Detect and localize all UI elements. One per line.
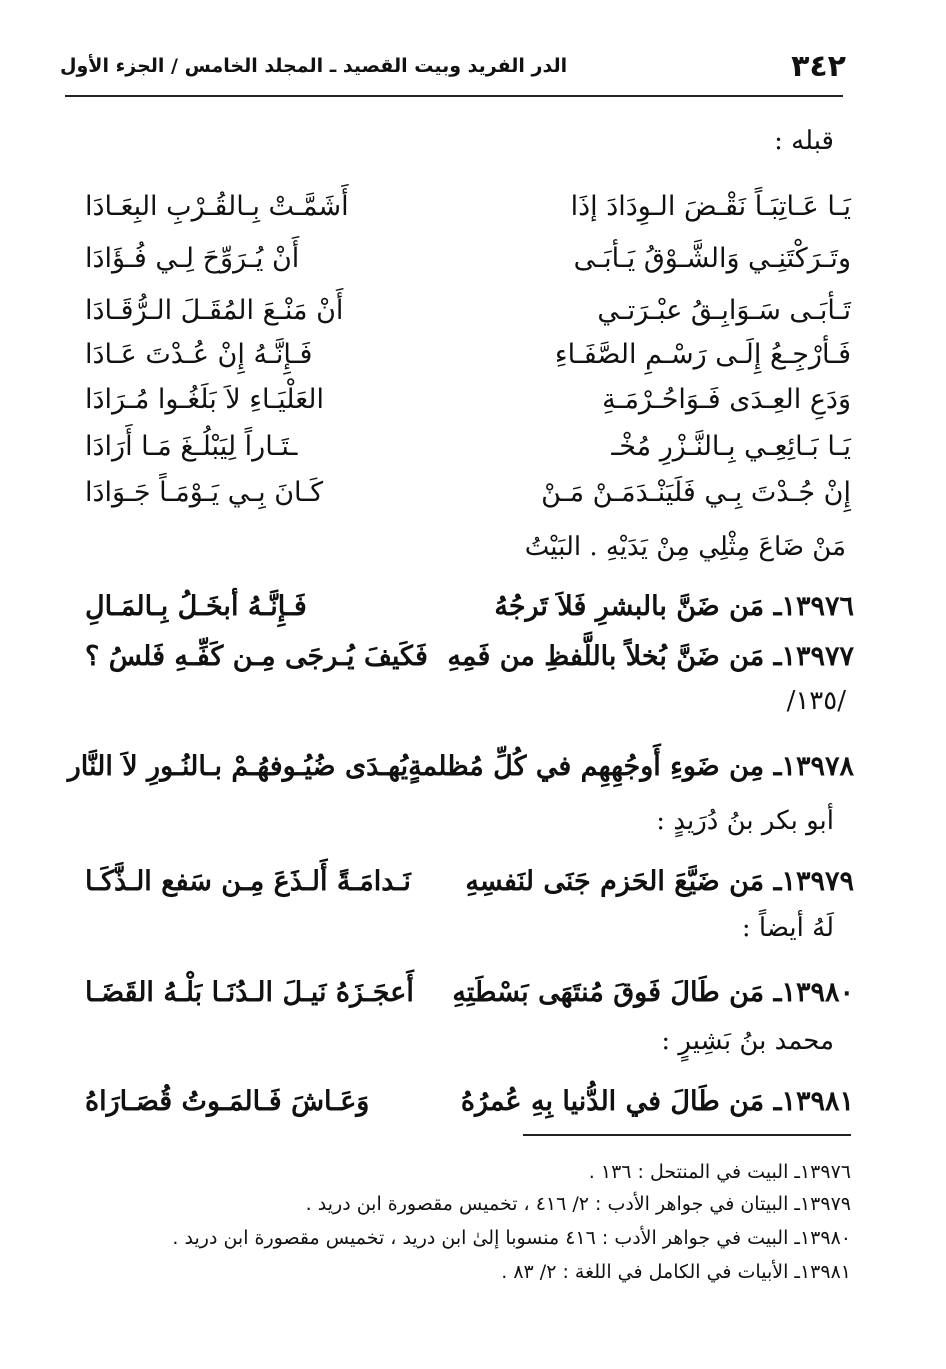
second-hemistich: نَـدامَـةً أَلـذَعَ مِـن سَفع الـذَّكَـا xyxy=(85,865,411,897)
page-header xyxy=(60,40,846,92)
verse-number: ١٣٩٧٧ـ xyxy=(773,640,854,672)
verse-number: ١٣٩٧٨ـ xyxy=(773,750,854,782)
first-hemistich xyxy=(447,641,854,672)
first-hemistich-text: مَن ضَيَّعَ الحَزم جَنَى لنَفسِهِ xyxy=(465,865,765,897)
numbered-verse xyxy=(85,1075,854,1127)
first-hemistich-text: مِن ضَوءِ أَوجُهِهِم في كُلِّ مُظلمةٍ xyxy=(408,750,765,782)
verse-number: ١٣٩٨٠ـ xyxy=(773,976,854,1008)
reference-marker: /١٣٥/ xyxy=(786,686,846,716)
numbered-verse xyxy=(85,630,854,682)
first-hemistich-text: مَن ضَنَّ بالبشرِ فَلاَ تَرجُهُ xyxy=(494,590,765,622)
poem-line xyxy=(85,232,851,284)
first-hemistich xyxy=(408,751,854,782)
first-hemistich xyxy=(465,866,854,897)
footnote: ١٣٩٧٩ـ البيتان في جواهر الأدب : ٢/ ٤١٦ ، تخميس مقصورة ابن دريد . xyxy=(305,1193,851,1215)
attribution: أبو بكر بنُ دُرَيدٍ : xyxy=(656,806,834,836)
first-hemistich: إِنْ جُـدْتَ بِـي فَلَيَنْـدَمَـنْ مَـنْ xyxy=(541,476,851,508)
poem-line xyxy=(85,420,851,472)
first-hemistich-text: مَن طَالَ في الدُّنيا بِهِ عُمرُهُ xyxy=(460,1085,765,1117)
first-hemistich: وتَـرَكْتَنِـي وَالشَّـوْقُ يَـأبَـى xyxy=(573,242,851,274)
footnote: ١٣٩٨٠ـ البيت في جواهر الأدب : ٤١٦ منسوبا إلىٰ ابن دريد ، تخميس مقصورة ابن دريد . xyxy=(172,1227,851,1249)
second-hemistich: العَلْيَـاءِ لاَ بَلَغُـوا مُـرَادَا xyxy=(85,383,324,415)
page-number: ٣٤٢ xyxy=(791,48,846,84)
first-hemistich-text: مَن طَالَ فَوقَ مُنتَهَى بَسْطَتِهِ xyxy=(452,976,765,1008)
second-hemistich: أَشَمَّـتْ بِـالقُـرْبِ البِعَـادَا xyxy=(85,190,349,222)
poem-line xyxy=(85,466,851,518)
second-hemistich: أَنْ مَنْـعَ المُقَـلَ الـرُّقَـادَا xyxy=(85,294,344,326)
first-hemistich xyxy=(452,977,854,1008)
numbered-verse xyxy=(85,855,854,907)
second-hemistich: ـتَـاراً لِيَبْلُـغَ مَـا أَرَادَا xyxy=(85,430,298,462)
poem-line xyxy=(85,180,851,232)
attribution: لَهُ أيضاً : xyxy=(741,913,834,943)
poem-tail-text: مَنْ ضَاعَ مِثْلِي مِنْ يَدَيْهِ . البَيْتُ xyxy=(524,532,846,562)
second-hemistich: فَـإِنَّـهُ إِنْ عُـدْتَ عَـادَا xyxy=(85,338,313,370)
numbered-verse xyxy=(67,740,854,792)
second-hemistich: أَعجَـزَهُ نَيـلَ الـدُنَـا بَلْـهُ القَضَـا xyxy=(85,976,414,1008)
footnote: ١٣٩٧٦ـ البيت في المنتحل : ١٣٦ . xyxy=(588,1161,851,1183)
verse-number: ١٣٩٧٦ـ xyxy=(773,590,854,622)
second-hemistich: فَـإِنَّـهُ أبخَـلُ بِـالمَـالِ xyxy=(85,590,307,622)
first-hemistich: يَـا عَـاتِبَـاً نَقْـضَ الـوِدَادَ إذَا xyxy=(570,190,851,222)
first-hemistich xyxy=(461,1086,854,1117)
verse-number: ١٣٩٧٩ـ xyxy=(773,865,854,897)
first-hemistich: فَـأرْجِـعُ إِلَـى رَسْـمِ الصَّفَـاءِ xyxy=(554,338,851,370)
attribution: محمد بنُ بَشِيرٍ : xyxy=(661,1026,834,1056)
header-divider xyxy=(65,95,843,97)
second-hemistich: فَكَيفَ يُـرجَى مِـن كَفِّـهِ فَلسُ ؟ xyxy=(85,640,428,672)
second-hemistich: وَعَـاشَ فَـالمَـوتُ قُصَـارَاهُ xyxy=(85,1085,370,1117)
verse-number: ١٣٩٨١ـ xyxy=(773,1085,854,1117)
footnote-divider xyxy=(523,1134,851,1136)
first-hemistich xyxy=(494,591,854,622)
numbered-verse xyxy=(85,966,854,1018)
poem-line xyxy=(85,373,851,425)
running-title: الدر الفريد وبيت القصيد ـ المجلد الخامس / الجزء الأول xyxy=(60,55,568,77)
numbered-verse xyxy=(85,580,854,632)
second-hemistich: كَـانَ بِـي يَـوْمَـاً جَـوَادَا xyxy=(85,476,324,508)
first-hemistich: يَـا بَـائِعِـي بِـالنَّـزْرِ مُخْـ xyxy=(611,430,851,462)
first-hemistich-text: مَن ضَنَّ بُخلاً باللَّفظِ من فَمِهِ xyxy=(447,640,765,672)
first-hemistich: وَدَعِ العِـدَى فَـوَاحُـرْمَـةِ xyxy=(602,383,851,415)
footnote: ١٣٩٨١ـ الأبيات في الكامل في اللغة : ٢/ ٨٣ . xyxy=(501,1261,851,1283)
first-hemistich: تَـأبَـى سَـوَابِـقُ عبْـرَتـي xyxy=(597,294,851,326)
intro-label: قبله : xyxy=(774,126,834,156)
second-hemistich: يُهـدَى ضُيُـوفهُـمْ بـالنُـورِ لاَ النَّار xyxy=(67,750,409,782)
second-hemistich: أَنْ يُـرَوِّحَ لِـي فُـؤَادَا xyxy=(85,242,300,274)
